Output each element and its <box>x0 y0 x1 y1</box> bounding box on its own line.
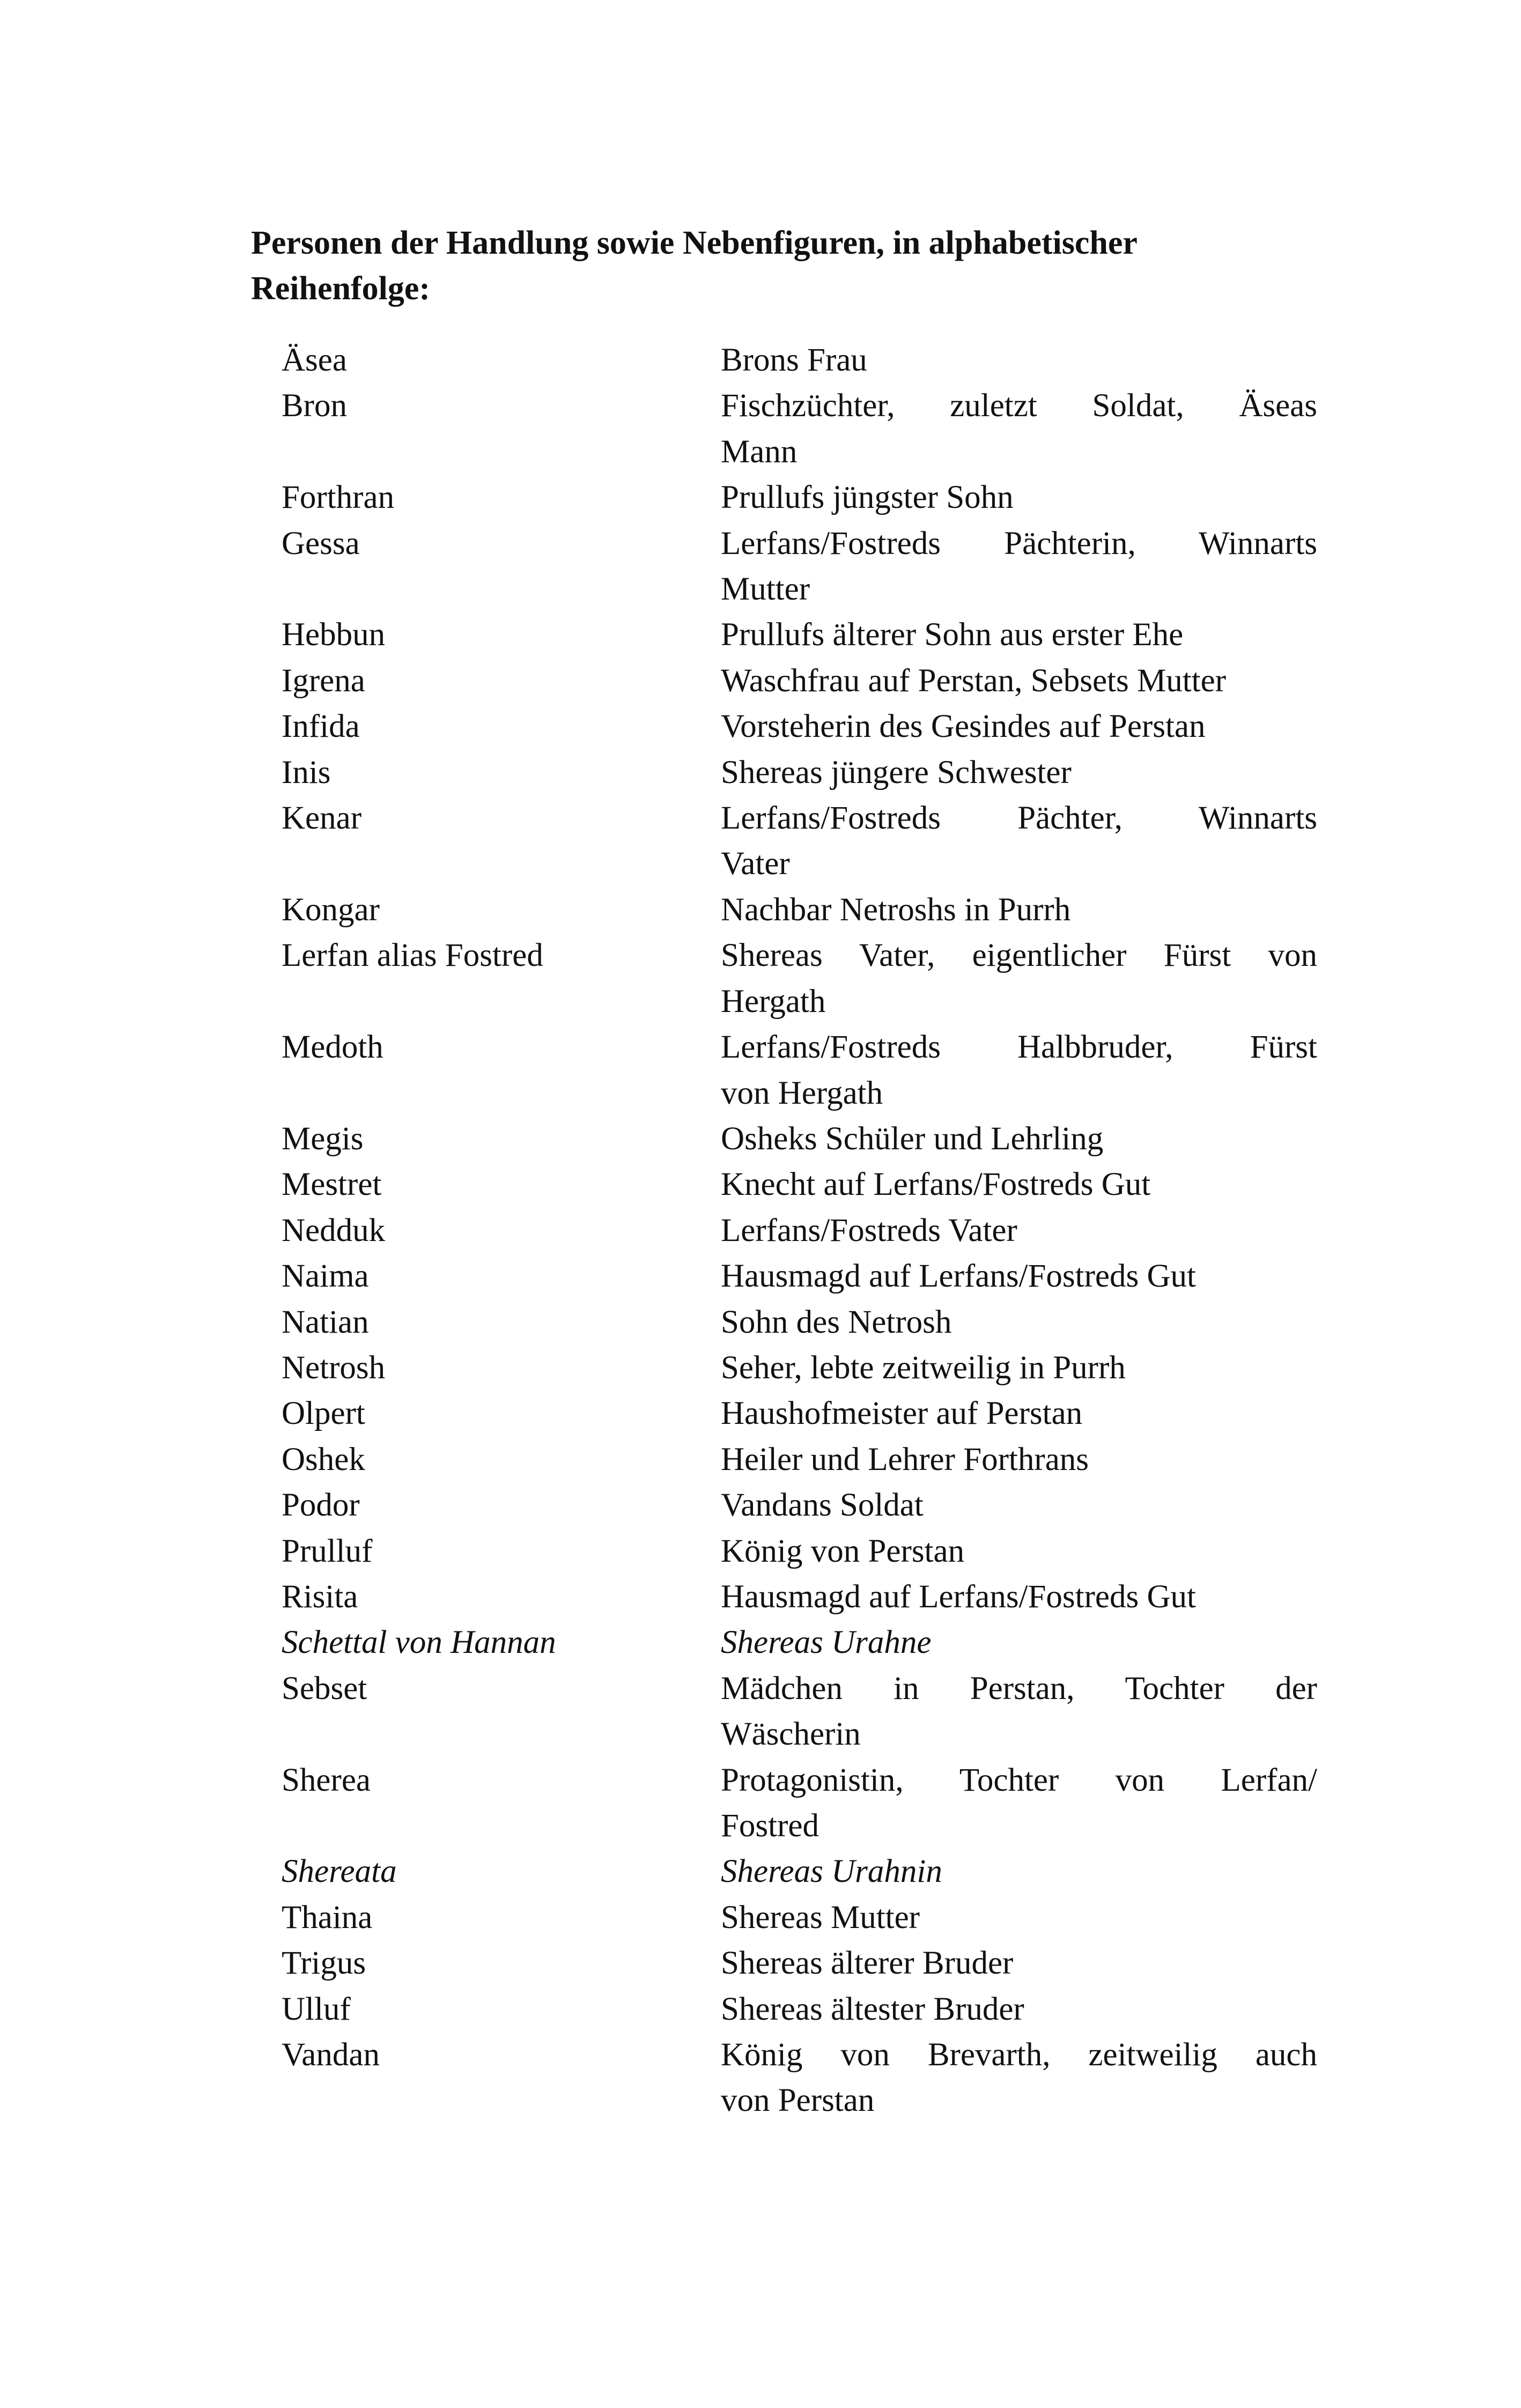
description-line: Shereas älterer Bruder <box>721 1945 1014 1982</box>
character-name: Kongar <box>282 891 380 928</box>
character-row <box>282 1620 1319 1665</box>
description-line: Fostred <box>721 1808 819 1844</box>
character-row <box>282 1208 1319 1253</box>
character-name: Olpert <box>282 1395 365 1432</box>
character-row <box>282 612 1319 658</box>
description-line: Wäscherin <box>721 1716 861 1753</box>
character-description <box>721 1940 1317 1986</box>
character-description <box>721 1116 1317 1162</box>
character-row <box>282 887 1319 933</box>
description-line: Shereas ältester Bruder <box>721 1991 1024 2027</box>
description-line: Hergath <box>721 983 826 1020</box>
description-line: Lerfans/Fostreds Halbbruder, Fürst <box>721 1029 1317 1066</box>
character-name: Lerfan alias Fostred <box>282 937 543 974</box>
character-row <box>282 475 1319 520</box>
character-name: Shereata <box>282 1853 397 1890</box>
character-name: Schettal von Hannan <box>282 1624 556 1661</box>
description-line: Heiler und Lehrer Forthrans <box>721 1441 1089 1478</box>
character-row <box>282 383 1319 475</box>
character-name: Risita <box>282 1578 358 1615</box>
character-description <box>721 1666 1317 1757</box>
description-line: Prullufs jüngster Sohn <box>721 479 1014 516</box>
page-heading <box>251 220 1138 312</box>
character-row <box>282 795 1319 887</box>
character-row <box>282 1895 1319 1940</box>
character-name: Forthran <box>282 479 395 516</box>
character-description <box>721 887 1317 933</box>
description-line: Protagonistin, Tochter von Lerfan/ <box>721 1762 1317 1798</box>
character-name: Igrena <box>282 662 365 699</box>
character-row <box>282 1574 1319 1620</box>
character-name: Mestret <box>282 1166 382 1203</box>
description-line: Mutter <box>721 571 810 608</box>
character-row <box>282 1482 1319 1528</box>
description-line: Hausmagd auf Lerfans/Fostreds Gut <box>721 1578 1196 1615</box>
character-row <box>282 933 1319 1024</box>
description-line: Osheks Schüler und Lehrling <box>721 1120 1104 1157</box>
description-line: Lerfans/Fostreds Pächter, Winnarts <box>721 800 1317 837</box>
character-description <box>721 2032 1317 2124</box>
character-description <box>721 1208 1317 1253</box>
description-line: Shereas Urahnin <box>721 1853 942 1890</box>
heading-line: Personen der Handlung sowie Nebenfiguren, in alphabetischer <box>251 225 1138 261</box>
character-row <box>282 1162 1319 1207</box>
description-line: Mann <box>721 433 798 470</box>
character-description <box>721 1482 1317 1528</box>
description-line: Vater <box>721 846 790 882</box>
character-name: Natian <box>282 1304 369 1340</box>
character-row <box>282 1666 1319 1757</box>
character-name: Prulluf <box>282 1533 373 1569</box>
description-line: Knecht auf Lerfans/Fostreds Gut <box>721 1166 1151 1203</box>
character-row <box>282 1116 1319 1162</box>
description-line: von Hergath <box>721 1075 883 1111</box>
character-name: Trigus <box>282 1945 366 1982</box>
character-name: Sherea <box>282 1762 371 1798</box>
character-name: Oshek <box>282 1441 365 1478</box>
character-name: Nedduk <box>282 1212 386 1249</box>
description-line: König von Perstan <box>721 1533 965 1569</box>
description-line: Shereas Vater, eigentlicher Fürst von <box>721 937 1317 974</box>
character-description <box>721 521 1317 612</box>
character-description <box>721 383 1317 475</box>
character-name: Infida <box>282 708 360 745</box>
character-description <box>721 1391 1317 1436</box>
description-line: Lerfans/Fostreds Pächterin, Winnarts <box>721 525 1317 562</box>
character-description <box>721 704 1317 749</box>
description-line: Shereas Urahne <box>721 1624 932 1661</box>
character-row <box>282 1299 1319 1345</box>
character-name: Äsea <box>282 342 347 378</box>
description-line: Nachbar Netroshs in Purrh <box>721 891 1071 928</box>
character-row <box>282 1757 1319 1849</box>
character-row <box>282 704 1319 749</box>
description-line: Brons Frau <box>721 342 867 378</box>
character-description <box>721 1437 1317 1482</box>
character-name: Ulluf <box>282 1991 351 2027</box>
character-row <box>282 1528 1319 1574</box>
description-line: Shereas Mutter <box>721 1899 920 1936</box>
character-description <box>721 1024 1317 1116</box>
character-name: Netrosh <box>282 1349 386 1386</box>
character-row <box>282 1437 1319 1482</box>
character-list <box>282 337 1319 2124</box>
character-row <box>282 1940 1319 1986</box>
character-name: Kenar <box>282 800 362 837</box>
character-name: Gessa <box>282 525 360 562</box>
character-row <box>282 1253 1319 1299</box>
character-row <box>282 1986 1319 2032</box>
character-name: Medoth <box>282 1029 383 1066</box>
character-description <box>721 1162 1317 1207</box>
description-line: Lerfans/Fostreds Vater <box>721 1212 1017 1249</box>
character-name: Vandan <box>282 2037 380 2073</box>
character-name: Sebset <box>282 1670 367 1707</box>
character-row <box>282 2032 1319 2124</box>
description-line: Shereas jüngere Schwester <box>721 754 1072 791</box>
character-description <box>721 750 1317 795</box>
character-description <box>721 1574 1317 1620</box>
character-row <box>282 658 1319 704</box>
character-description <box>721 1345 1317 1391</box>
character-description <box>721 795 1317 887</box>
character-description <box>721 1620 1317 1665</box>
character-description <box>721 658 1317 704</box>
description-line: Vandans Soldat <box>721 1487 924 1524</box>
character-description <box>721 1757 1317 1849</box>
character-description <box>721 1528 1317 1574</box>
character-name: Megis <box>282 1120 364 1157</box>
character-row <box>282 750 1319 795</box>
character-row <box>282 1391 1319 1436</box>
character-description <box>721 337 1317 383</box>
character-name: Thaina <box>282 1899 373 1936</box>
character-row <box>282 1024 1319 1116</box>
character-description <box>721 612 1317 658</box>
character-name: Naima <box>282 1258 369 1295</box>
description-line: von Perstan <box>721 2082 875 2119</box>
character-row <box>282 1849 1319 1894</box>
description-line: Sohn des Netrosh <box>721 1304 952 1340</box>
character-name: Hebbun <box>282 617 386 653</box>
description-line: Mädchen in Perstan, Tochter der <box>721 1670 1317 1707</box>
character-description <box>721 1299 1317 1345</box>
character-row <box>282 1345 1319 1391</box>
description-line: Fischzüchter, zuletzt Soldat, Äseas <box>721 388 1317 424</box>
character-description <box>721 1895 1317 1940</box>
description-line: Prullufs älterer Sohn aus erster Ehe <box>721 617 1184 653</box>
description-line: Haushofmeister auf Perstan <box>721 1395 1083 1432</box>
character-row <box>282 521 1319 612</box>
description-line: Seher, lebte zeitweilig in Purrh <box>721 1349 1126 1386</box>
character-description <box>721 1849 1317 1894</box>
description-line: Hausmagd auf Lerfans/Fostreds Gut <box>721 1258 1196 1295</box>
character-description <box>721 933 1317 1024</box>
description-line: König von Brevarth, zeitweilig auch <box>721 2037 1317 2073</box>
character-row <box>282 337 1319 383</box>
description-line: Waschfrau auf Perstan, Sebsets Mutter <box>721 662 1227 699</box>
character-description <box>721 1253 1317 1299</box>
heading-line: Reihenfolge: <box>251 270 431 307</box>
character-name: Inis <box>282 754 331 791</box>
character-description <box>721 475 1317 520</box>
character-name: Podor <box>282 1487 360 1524</box>
character-description <box>721 1986 1317 2032</box>
character-name: Bron <box>282 388 347 424</box>
description-line: Vorsteherin des Gesindes auf Perstan <box>721 708 1206 745</box>
